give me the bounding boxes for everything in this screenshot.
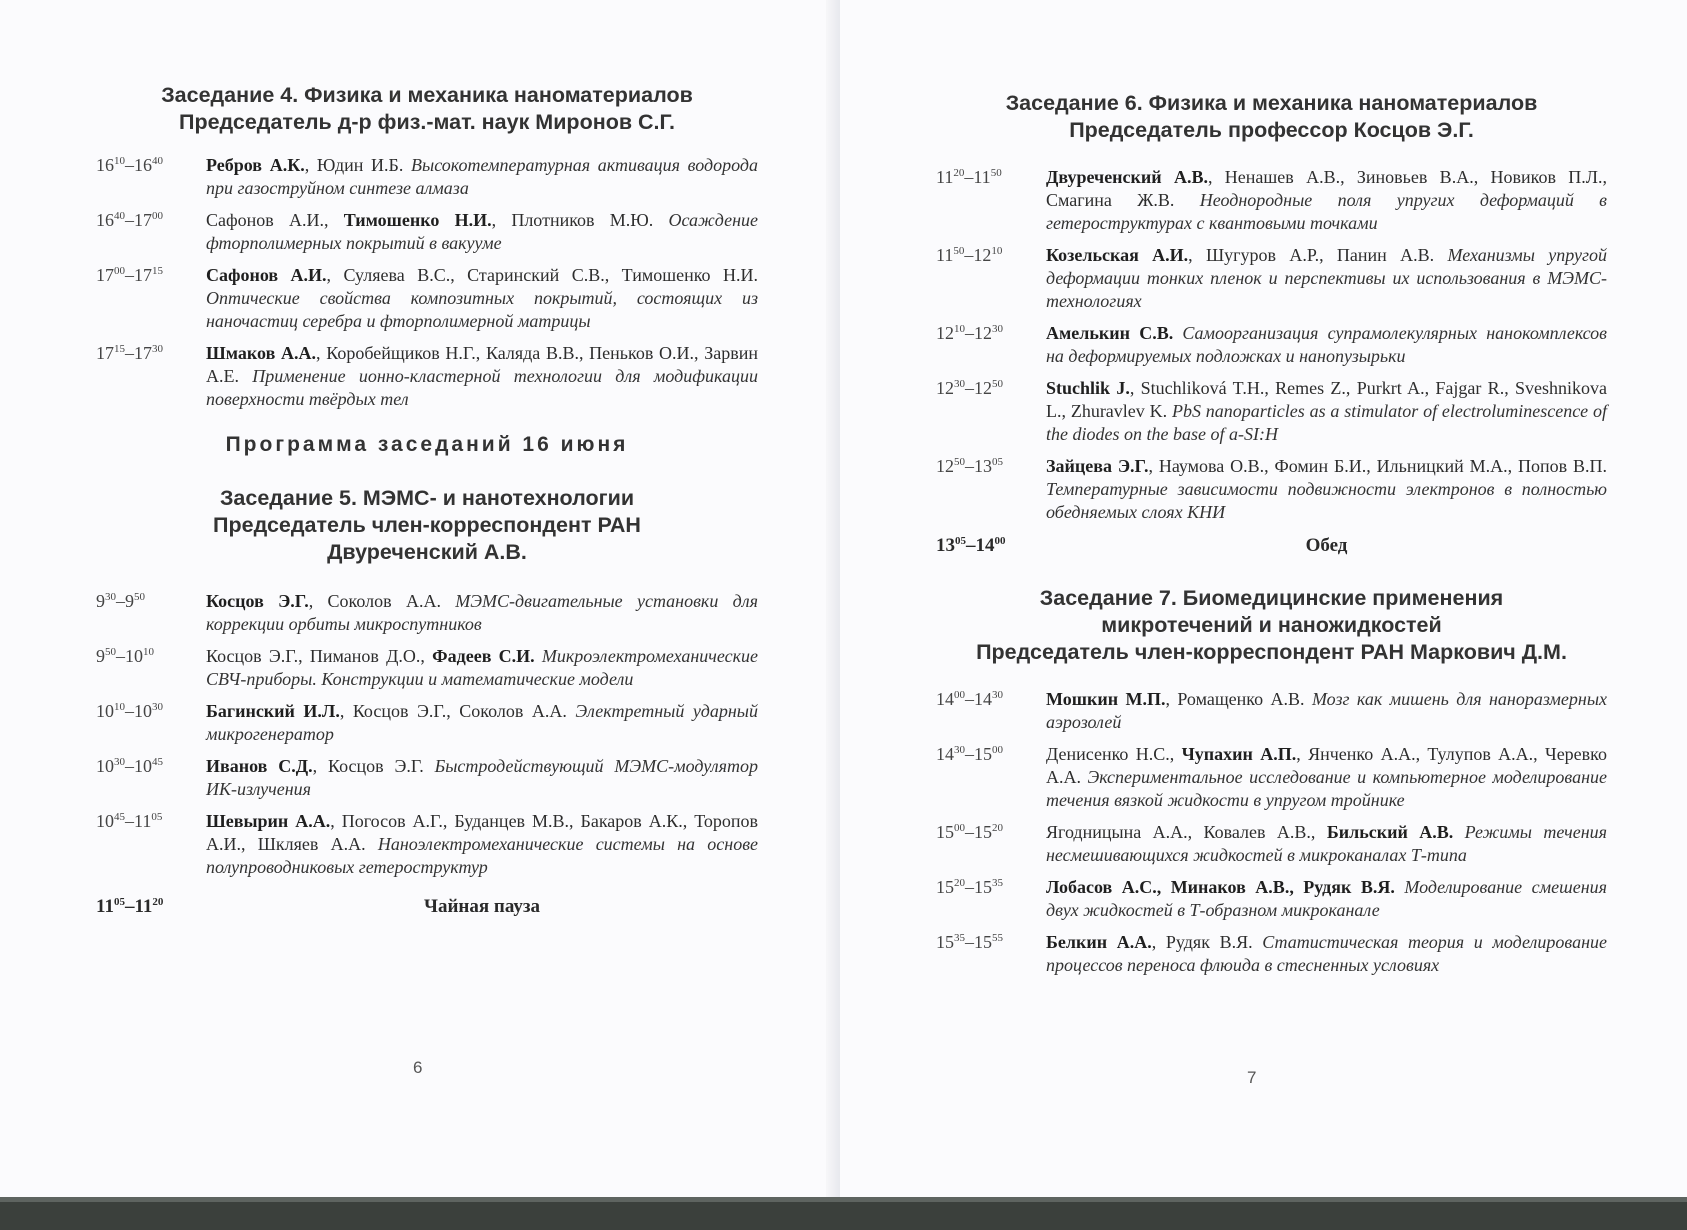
session-title: Заседание 4. Физика и механика наноматериалов [161, 83, 693, 107]
talk-list [96, 154, 758, 411]
co-authors: , Косцов Э.Г. [312, 756, 424, 776]
talk-item [936, 876, 1607, 922]
talk-item [96, 810, 758, 879]
session-title-cont: микротечений и наножидкостей [1101, 613, 1442, 637]
speaker: Чупахин А.П. [1181, 744, 1297, 764]
talk-text [1046, 931, 1607, 977]
session-chair: Председатель профессор Косцов Э.Г. [1069, 118, 1474, 142]
talk-time: $9^{30}-9^{50}$ [96, 591, 145, 611]
scan-bottom-band [0, 1197, 1687, 1230]
speaker: Белкин А.А. [1046, 932, 1152, 952]
talk-item [936, 455, 1607, 524]
speaker: Бильский А.В. [1326, 822, 1454, 842]
speaker: Лобасов А.С., Минаков А.В., Рудяк В.Я. [1046, 877, 1395, 897]
talk-time: $11^{20}-11^{50}$ [936, 167, 1002, 187]
talk-time: $17^{15}-17^{30}$ [96, 343, 163, 363]
talk-title: Осаждение фторполимерных покрытий в вакууме [206, 210, 758, 253]
talk-title: Режимы течения несмешивающихся жидкостей в микроканалах Т-типа [1046, 822, 1608, 865]
speaker: Шмаков А.А. [206, 343, 317, 363]
speaker: Шевырин А.А. [206, 811, 331, 831]
talk-text [206, 755, 758, 801]
speaker: Иванов С.Д. [206, 756, 313, 776]
day-title: Программа заседаний 16 июня [225, 433, 629, 456]
talk-text [1046, 377, 1607, 446]
talk-text [206, 209, 758, 255]
authors: Сафонов А.И., [206, 210, 344, 230]
talk-text [206, 264, 758, 333]
talk-title: Высокотемпературная активация водорода при газоструйном синтезе алмаза [206, 155, 758, 198]
co-authors: , Шугуров А.Р., Панин А.В. [1188, 245, 1435, 265]
talk-text [206, 810, 758, 879]
talk-item [936, 377, 1607, 446]
speaker: Багинский И.Л. [206, 701, 340, 721]
talk-list [96, 590, 758, 879]
talk-item [936, 931, 1607, 977]
break-label: Чайная пауза [424, 896, 540, 917]
speaker: Ребров А.К. [206, 155, 305, 175]
co-authors: , Ромащенко А.В. [1165, 689, 1305, 709]
co-authors: , Соколов А.А. [308, 591, 441, 611]
talk-item [96, 154, 758, 200]
talk-title: Оптические свойства композитных покрытий, состоящих из наночастиц серебра и фторполимерной матрицы [206, 288, 758, 331]
co-authors: , Погосов А.Г., Буданцев М.В., Бакаров А.К., Торопов А.И., Шкляев А.А. [206, 811, 758, 854]
talk-title: Температурные зависимости подвижности электронов в полностью обедняемых слоях КНИ [1046, 479, 1607, 522]
talk-item [936, 743, 1607, 812]
session-chair-name: Двуреченский А.В. [327, 540, 527, 564]
session-4-header [96, 82, 758, 136]
left-page [0, 0, 838, 1200]
talk-time: $12^{50}-13^{05}$ [936, 456, 1003, 476]
session-title: Заседание 5. МЭМС- и нанотехнологии [219, 486, 635, 510]
co-authors: , Наумова О.В., Фомин Б.И., Ильницкий М.А., Попов В.П. [1148, 456, 1607, 476]
co-authors: , Stuchliková T.H., Remes Z., Purkrt A., Fajgar R., Sveshnikova L., Zhuravlev K. [1046, 378, 1608, 421]
talk-title: Быстродействующий МЭМС-модулятор ИК-излучения [206, 756, 759, 799]
talk-text [1046, 821, 1607, 867]
talk-time: $14^{30}-15^{00}$ [936, 744, 1003, 764]
talk-text [206, 590, 758, 636]
break-label: Обед [1305, 535, 1348, 556]
talk-text [1046, 688, 1607, 734]
talk-time: $12^{10}-12^{30}$ [936, 323, 1003, 343]
authors: Денисенко Н.С., [1046, 744, 1182, 764]
talk-text [1046, 455, 1607, 524]
right-page [840, 0, 1687, 1200]
talk-title: МЭМС-двигательные установки для коррекции орбиты микроспутников [206, 591, 758, 634]
talk-item [96, 342, 758, 411]
talk-time: $15^{35}-15^{55}$ [936, 932, 1003, 952]
speaker: Зайцева Э.Г. [1046, 456, 1149, 476]
session-title: Заседание 7. Биомедицинские применения [1039, 586, 1504, 610]
authors: Косцов Э.Г., Пиманов Д.О., [206, 646, 433, 666]
co-authors: , Коробейщиков Н.Г., Каляда В.В., Пеньков О.И., Зарвин А.Е. [206, 343, 758, 386]
talk-list [936, 166, 1607, 524]
speaker: Двуреченский А.В. [1046, 167, 1208, 187]
talk-time: $9^{50}-10^{10}$ [96, 646, 154, 666]
talk-time: $16^{40}-17^{00}$ [96, 210, 163, 230]
talk-item [96, 209, 758, 255]
co-authors: , Косцов Э.Г., Соколов А.А. [339, 701, 567, 721]
talk-item [936, 244, 1607, 313]
talk-list [936, 688, 1607, 977]
session-5-header [96, 485, 758, 566]
co-authors: , Янченко А.А., Тулупов А.А., Черевко А.А. [1046, 744, 1608, 787]
talk-title: Экспериментальное исследование и компьютерное моделирование течения вязкой жидкости в упругом тройнике [1046, 767, 1607, 810]
session-chair: Председатель член-корреспондент РАН [213, 513, 641, 537]
talk-item [96, 264, 758, 333]
talk-title: Мозг как мишень для наноразмерных аэрозолей [1046, 689, 1607, 732]
session-chair: Председатель член-корреспондент РАН Маркович Д.М. [976, 640, 1567, 664]
co-authors: , Ненашев А.В., Зиновьев В.А., Новиков П.Л., Смагина Ж.В. [1046, 167, 1607, 210]
talk-item [936, 166, 1607, 235]
talk-item [96, 755, 758, 801]
talk-time: $10^{30}-10^{45}$ [96, 756, 163, 776]
talk-text [206, 645, 758, 691]
speaker: Мошкин М.П. [1046, 689, 1166, 709]
talk-item [96, 645, 758, 691]
session-7-header [936, 585, 1607, 666]
co-authors: , Суляева В.С., Старинский С.В., Тимошенко Н.И. [326, 265, 758, 285]
talk-title: Применение ионно-кластерной технологии для модификации поверхности твёрдых тел [206, 366, 758, 409]
talk-title: PbS nanoparticles as a stimulator of electroluminescence of the diodes on the base of a-SI:H [1046, 401, 1608, 444]
talk-item [96, 590, 758, 636]
session-6-header [936, 90, 1607, 144]
page-number-right: 7 [1247, 1068, 1257, 1087]
talk-item [936, 821, 1607, 867]
talk-text [1046, 322, 1607, 368]
break-row [96, 895, 758, 918]
speaker: Stuchlik J. [1046, 378, 1130, 398]
page-number-left: 6 [413, 1058, 423, 1077]
talk-title: Механизмы упругой деформации тонких пленок и перспективы их использования в МЭМС-технологиях [1046, 245, 1607, 311]
talk-text [1046, 876, 1607, 922]
talk-title: Самоорганизация супрамолекулярных нанокомплексов на деформируемых подложках и нанопузырьки [1046, 323, 1607, 366]
talk-text [1046, 166, 1607, 235]
session-title: Заседание 6. Физика и механика наноматериалов [1005, 91, 1538, 115]
break-row [936, 534, 1607, 557]
talk-time: $14^{00}-14^{30}$ [936, 689, 1003, 709]
talk-text [206, 342, 758, 411]
talk-item [936, 688, 1607, 734]
speaker: Сафонов А.И. [206, 265, 327, 285]
break-time: $11^{05}-11^{20}$ [96, 896, 164, 917]
talk-title: Электретный ударный микрогенератор [206, 701, 758, 744]
authors: Ягодницына А.А., Ковалев А.В., [1046, 822, 1327, 842]
talk-time: $15^{00}-15^{20}$ [936, 822, 1003, 842]
co-authors: , Плотников М.Ю. [491, 210, 654, 230]
speaker: Амелькин С.В. [1046, 323, 1174, 343]
talk-time: $10^{45}-11^{05}$ [96, 811, 163, 831]
talk-title: Моделирование смешения двух жидкостей в Т-образном микроканале [1046, 877, 1607, 920]
talk-time: $15^{20}-15^{35}$ [936, 877, 1003, 897]
talk-time: $10^{10}-10^{30}$ [96, 701, 163, 721]
talk-time: $11^{50}-12^{10}$ [936, 245, 1003, 265]
talk-time: $17^{00}-17^{15}$ [96, 265, 163, 285]
session-chair: Председатель д-р физ.-мат. наук Миронов С.Г. [178, 110, 675, 134]
speaker: Фадеев С.И. [432, 646, 535, 666]
speaker: Козельская А.И. [1046, 245, 1189, 265]
talk-text [1046, 244, 1607, 313]
talk-title: Неоднородные поля упругих деформаций в гетероструктурах с квантовыми точками [1046, 190, 1607, 233]
talk-title: Статистическая теория и моделирование процессов переноса флюида в стесненных условиях [1046, 932, 1607, 975]
talk-text [1046, 743, 1607, 812]
talk-item [936, 322, 1607, 368]
break-time: $13^{05}-14^{00}$ [936, 535, 1006, 556]
co-authors: , Рудяк В.Я. [1151, 932, 1253, 952]
talk-item [96, 700, 758, 746]
talk-time: $12^{30}-12^{50}$ [936, 378, 1003, 398]
speaker: Косцов Э.Г. [206, 591, 309, 611]
co-authors: , Юдин И.Б. [304, 155, 404, 175]
talk-title: Микроэлектромеханические СВЧ-приборы. Конструкции и математические модели [206, 646, 758, 689]
talk-title: Наноэлектромеханические системы на основе полупроводниковых гетероструктур [206, 834, 758, 877]
talk-text [206, 700, 758, 746]
talk-time: $16^{10}-16^{40}$ [96, 155, 163, 175]
speaker: Тимошенко Н.И. [343, 210, 492, 230]
talk-text [206, 154, 758, 200]
